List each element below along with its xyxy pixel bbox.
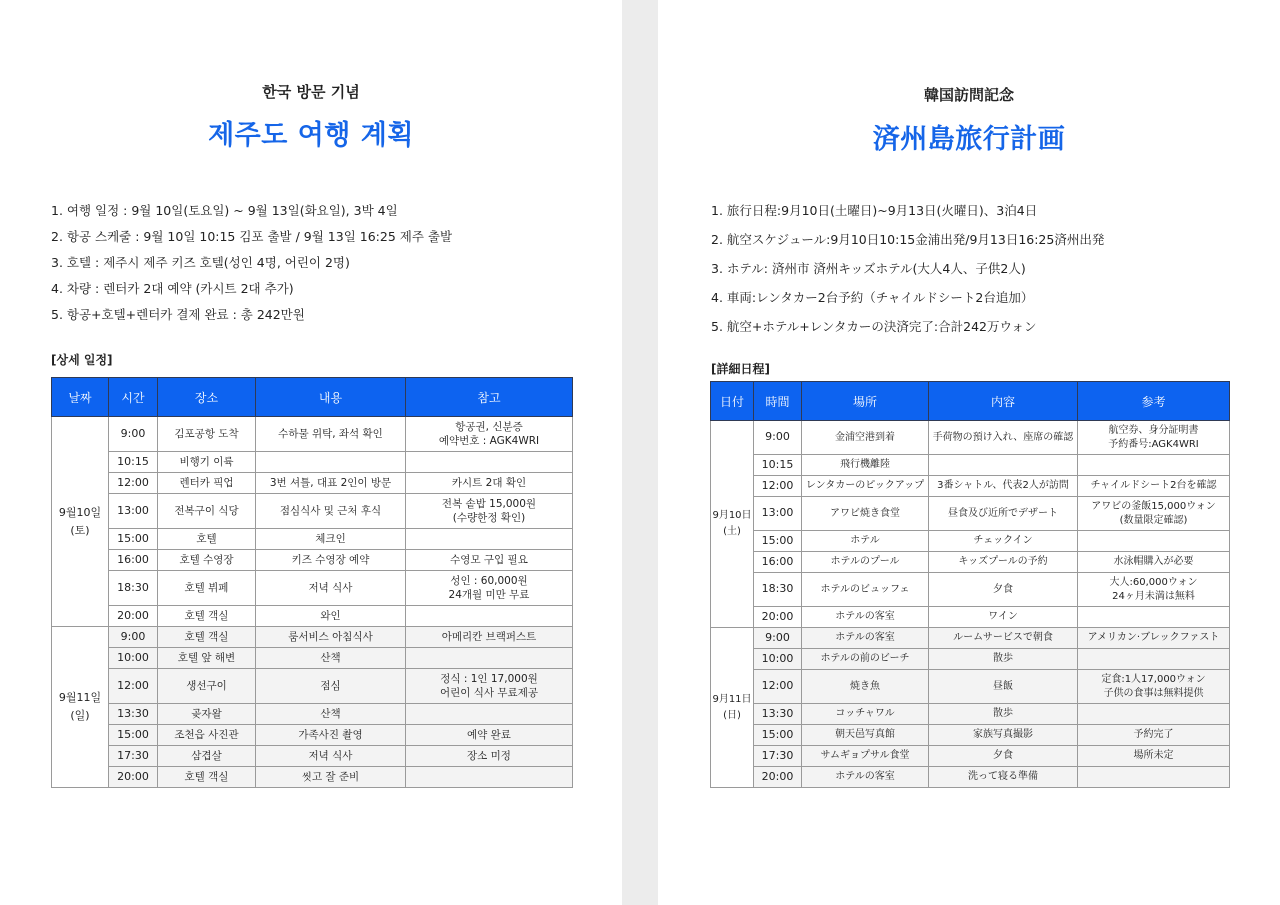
table-row bbox=[52, 417, 573, 452]
note-cell bbox=[1078, 497, 1230, 531]
note-cell bbox=[1078, 767, 1230, 788]
note-cell bbox=[1078, 552, 1230, 573]
note-cell bbox=[406, 767, 573, 788]
content-cell: 가족사진 촬영 bbox=[256, 725, 406, 746]
place-cell: 조천읍 사진관 bbox=[158, 725, 256, 746]
column-header: 내용 bbox=[256, 378, 406, 417]
content-cell: 점심 bbox=[256, 669, 406, 704]
content-cell: 家族写真撮影 bbox=[929, 725, 1078, 746]
content-cell: 洗って寝る準備 bbox=[929, 767, 1078, 788]
table-row bbox=[52, 606, 573, 627]
table-row bbox=[711, 476, 1230, 497]
place-cell: アワビ焼き食堂 bbox=[802, 497, 929, 531]
table-row bbox=[52, 627, 573, 648]
note-cell bbox=[1078, 531, 1230, 552]
section-label: [상세 일정] bbox=[51, 353, 113, 367]
date-label: (土) bbox=[723, 526, 741, 537]
note-cell bbox=[1078, 670, 1230, 704]
header-row bbox=[711, 382, 1230, 421]
note-line: 성인 : 60,000원 bbox=[450, 574, 528, 587]
place-cell: 생선구이 bbox=[158, 669, 256, 704]
place-cell: 렌터카 픽업 bbox=[158, 473, 256, 494]
table-row bbox=[711, 573, 1230, 607]
note-line: 예약 완료 bbox=[467, 728, 511, 741]
table-row bbox=[52, 767, 573, 788]
note-line: 場所未定 bbox=[1133, 750, 1174, 762]
place-cell: 호텔 객실 bbox=[158, 627, 256, 648]
table-row bbox=[711, 649, 1230, 670]
time-cell: 12:00 bbox=[109, 473, 158, 494]
place-cell: 金浦空港到着 bbox=[802, 421, 929, 455]
section-label: [詳細日程] bbox=[711, 362, 770, 376]
date-label: 9月11日 bbox=[712, 693, 752, 705]
time-cell: 13:00 bbox=[754, 497, 802, 531]
note-cell bbox=[406, 606, 573, 627]
note-cell bbox=[406, 550, 573, 571]
table-row bbox=[52, 473, 573, 494]
content-cell: 手荷物の預け入れ、座席の確認 bbox=[929, 421, 1078, 455]
place-cell: ホテルのビュッフェ bbox=[802, 573, 929, 607]
place-cell: 焼き魚 bbox=[802, 670, 929, 704]
summary-item: 4. 車両:レンタカー2台予約（チャイルドシート2台追加） bbox=[711, 290, 1034, 305]
time-cell: 9:00 bbox=[754, 628, 802, 649]
trip-summary-list bbox=[711, 201, 1104, 346]
time-cell: 15:00 bbox=[754, 725, 802, 746]
content-cell: ルームサービスで朝食 bbox=[929, 628, 1078, 649]
table-body bbox=[52, 417, 573, 788]
place-cell: 朝天邑写真館 bbox=[802, 725, 929, 746]
time-cell: 13:30 bbox=[754, 704, 802, 725]
place-cell: ホテルの前のビーチ bbox=[802, 649, 929, 670]
table-row bbox=[711, 628, 1230, 649]
time-cell: 10:15 bbox=[754, 455, 802, 476]
table-header bbox=[52, 378, 573, 417]
date-cell bbox=[711, 628, 754, 788]
place-cell: 비행기 이륙 bbox=[158, 452, 256, 473]
time-cell: 17:30 bbox=[109, 746, 158, 767]
content-cell: 체크인 bbox=[256, 529, 406, 550]
table-row bbox=[711, 497, 1230, 531]
place-cell: 삼겹살 bbox=[158, 746, 256, 767]
table-row bbox=[711, 670, 1230, 704]
note-line: アワビの釜飯15,000ウォン bbox=[1091, 501, 1216, 512]
japanese-document-page bbox=[658, 0, 1280, 905]
place-cell: サムギョプサル食堂 bbox=[802, 746, 929, 767]
time-cell: 20:00 bbox=[109, 767, 158, 788]
note-line: 장소 미정 bbox=[467, 749, 511, 762]
note-line: 予約完了 bbox=[1133, 729, 1174, 741]
table-row bbox=[711, 552, 1230, 573]
table-row bbox=[52, 669, 573, 704]
column-header: 時間 bbox=[754, 382, 802, 421]
table-row bbox=[52, 550, 573, 571]
date-label: (일) bbox=[70, 709, 90, 722]
content-cell: 3番シャトル、代表2人が訪問 bbox=[929, 476, 1078, 497]
note-line: 子供の食事は無料提供 bbox=[1103, 687, 1204, 699]
column-header: 날짜 bbox=[52, 378, 109, 417]
content-cell: 수하물 위탁, 좌석 확인 bbox=[256, 417, 406, 452]
summary-item: 2. 航空スケジュール:9月10日10:15金浦出発/9月13日16:25済州出発 bbox=[711, 232, 1105, 247]
time-cell: 12:00 bbox=[754, 476, 802, 497]
time-cell: 15:00 bbox=[109, 725, 158, 746]
table-row bbox=[52, 648, 573, 669]
note-cell bbox=[406, 494, 573, 529]
place-cell: 호텔 bbox=[158, 529, 256, 550]
date-label: 9월10일 bbox=[58, 505, 102, 519]
time-cell: 9:00 bbox=[754, 421, 802, 455]
date-cell bbox=[711, 421, 754, 628]
note-cell bbox=[1078, 649, 1230, 670]
table-row bbox=[52, 571, 573, 606]
note-cell bbox=[1078, 704, 1230, 725]
time-cell: 16:00 bbox=[109, 550, 158, 571]
summary-item: 1. 旅行日程:9月10日(土曜日)~9月13日(火曜日)、3泊4日 bbox=[711, 203, 1038, 218]
place-cell: 호텔 수영장 bbox=[158, 550, 256, 571]
korean-document-page bbox=[0, 0, 622, 905]
place-cell: コッチャワル bbox=[802, 704, 929, 725]
note-cell bbox=[1078, 455, 1230, 476]
place-cell: 飛行機離陸 bbox=[802, 455, 929, 476]
content-cell: 와인 bbox=[256, 606, 406, 627]
content-cell: ワイン bbox=[929, 607, 1078, 628]
table-row bbox=[52, 452, 573, 473]
table-row bbox=[711, 607, 1230, 628]
content-cell: 산책 bbox=[256, 648, 406, 669]
trip-summary-list bbox=[51, 201, 452, 331]
time-cell: 13:00 bbox=[109, 494, 158, 529]
note-cell bbox=[1078, 628, 1230, 649]
note-cell bbox=[406, 669, 573, 704]
time-cell: 15:00 bbox=[754, 531, 802, 552]
table-row bbox=[52, 746, 573, 767]
document-subtitle: 한국 방문 기념 bbox=[262, 83, 360, 101]
document-title: 済州島旅行計画 bbox=[872, 124, 1066, 155]
table-row bbox=[711, 746, 1230, 767]
table-row bbox=[52, 529, 573, 550]
place-cell: 호텔 앞 해변 bbox=[158, 648, 256, 669]
note-cell bbox=[406, 452, 573, 473]
content-cell: 散歩 bbox=[929, 704, 1078, 725]
table-row bbox=[711, 455, 1230, 476]
note-line: 정식 : 1인 17,000원 bbox=[440, 672, 538, 685]
note-line: (数量限定確認) bbox=[1119, 514, 1188, 526]
note-cell bbox=[1078, 746, 1230, 767]
content-cell: 키즈 수영장 예약 bbox=[256, 550, 406, 571]
column-header: 참고 bbox=[406, 378, 573, 417]
content-cell: 룸서비스 아침식사 bbox=[256, 627, 406, 648]
time-cell: 17:30 bbox=[754, 746, 802, 767]
date-label: (토) bbox=[70, 523, 90, 537]
content-cell: キッズプールの予約 bbox=[929, 552, 1078, 573]
time-cell: 20:00 bbox=[754, 607, 802, 628]
note-line: 大人:60,000ウォン bbox=[1109, 577, 1198, 588]
table-row bbox=[52, 494, 573, 529]
note-line: 航空券、身分証明書 bbox=[1108, 425, 1199, 436]
summary-item: 5. 航空+ホテル+レンタカーの決済完了:合計242万ウォン bbox=[711, 319, 1037, 334]
content-cell: 씻고 잘 준비 bbox=[256, 767, 406, 788]
time-cell: 10:00 bbox=[754, 649, 802, 670]
summary-item: 2. 항공 스케줄 : 9월 10일 10:15 김포 출발 / 9월 13일 16:25 제주 출발 bbox=[51, 229, 453, 244]
table-row bbox=[711, 531, 1230, 552]
content-cell: 저녁 식사 bbox=[256, 746, 406, 767]
place-cell: 호텔 뷔페 bbox=[158, 571, 256, 606]
column-header: 日付 bbox=[711, 382, 754, 421]
column-header: 場所 bbox=[802, 382, 929, 421]
note-line: 予約番号:AGK4WRI bbox=[1108, 438, 1199, 450]
note-line: 定食:1人17,000ウォン bbox=[1101, 674, 1206, 685]
date-label: 9月10日 bbox=[712, 510, 752, 521]
time-cell: 9:00 bbox=[109, 627, 158, 648]
content-cell: 점심식사 및 근처 후식 bbox=[256, 494, 406, 529]
place-cell: 호텔 객실 bbox=[158, 767, 256, 788]
time-cell: 12:00 bbox=[754, 670, 802, 704]
note-cell bbox=[406, 648, 573, 669]
place-cell: 전복구이 식당 bbox=[158, 494, 256, 529]
table-row bbox=[52, 704, 573, 725]
time-cell: 15:00 bbox=[109, 529, 158, 550]
content-cell bbox=[256, 452, 406, 473]
note-line: 수영모 구입 필요 bbox=[450, 553, 528, 566]
place-cell: ホテルの客室 bbox=[802, 628, 929, 649]
time-cell: 12:00 bbox=[109, 669, 158, 704]
table-row bbox=[52, 725, 573, 746]
column-header: 시간 bbox=[109, 378, 158, 417]
time-cell: 16:00 bbox=[754, 552, 802, 573]
note-line: 카시트 2대 확인 bbox=[451, 476, 527, 489]
content-cell: 昼食及び近所でデザート bbox=[929, 497, 1078, 531]
note-cell bbox=[406, 571, 573, 606]
note-cell bbox=[1078, 607, 1230, 628]
note-cell bbox=[406, 725, 573, 746]
note-cell bbox=[406, 627, 573, 648]
place-cell: ホテル bbox=[802, 531, 929, 552]
table-row bbox=[711, 725, 1230, 746]
place-cell: 호텔 객실 bbox=[158, 606, 256, 627]
table-body bbox=[711, 421, 1230, 788]
note-line: 水泳帽購入が必要 bbox=[1113, 556, 1194, 568]
note-line: チャイルドシート2台を確認 bbox=[1090, 480, 1217, 492]
content-cell: チェックイン bbox=[929, 531, 1078, 552]
note-line: 항공권, 신분증 bbox=[455, 420, 523, 433]
document-subtitle: 韓国訪問記念 bbox=[923, 86, 1014, 104]
summary-item: 1. 여행 일정 : 9월 10일(토요일) ~ 9월 13일(화요일), 3박 4일 bbox=[51, 203, 398, 218]
document-title: 제주도 여행 계획 bbox=[208, 120, 414, 151]
time-cell: 9:00 bbox=[109, 417, 158, 452]
time-cell: 13:30 bbox=[109, 704, 158, 725]
column-header: 内容 bbox=[929, 382, 1078, 421]
table-row bbox=[711, 767, 1230, 788]
place-cell: ホテルのプール bbox=[802, 552, 929, 573]
time-cell: 18:30 bbox=[754, 573, 802, 607]
summary-item: 3. ホテル: 済州市 済州キッズホテル(大人4人、子供2人) bbox=[711, 261, 1026, 276]
content-cell: 散歩 bbox=[929, 649, 1078, 670]
table-row bbox=[711, 421, 1230, 455]
content-cell: 3번 셔틀, 대표 2인이 방문 bbox=[256, 473, 406, 494]
time-cell: 20:00 bbox=[754, 767, 802, 788]
place-cell: ホテルの客室 bbox=[802, 607, 929, 628]
time-cell: 10:15 bbox=[109, 452, 158, 473]
summary-item: 3. 호텔 : 제주시 제주 키즈 호텔(성인 4명, 어린이 2명) bbox=[51, 255, 350, 270]
note-cell bbox=[1078, 573, 1230, 607]
note-line: 아메리칸 브랙퍼스트 bbox=[441, 630, 537, 643]
note-cell bbox=[1078, 725, 1230, 746]
date-cell bbox=[52, 417, 109, 627]
column-header: 장소 bbox=[158, 378, 256, 417]
content-cell: 昼飯 bbox=[929, 670, 1078, 704]
schedule-table bbox=[710, 381, 1230, 788]
header-row bbox=[52, 378, 573, 417]
content-cell: 저녁 식사 bbox=[256, 571, 406, 606]
note-cell bbox=[1078, 421, 1230, 455]
note-line: 어린이 식사 무료제공 bbox=[440, 687, 538, 699]
note-cell bbox=[406, 417, 573, 452]
place-cell: レンタカーのピックアップ bbox=[802, 476, 929, 497]
note-line: 전복 솥밥 15,000원 bbox=[441, 497, 537, 510]
summary-item: 5. 항공+호텔+렌터카 결제 완료 : 총 242만원 bbox=[51, 307, 305, 322]
note-cell bbox=[406, 704, 573, 725]
content-cell: 夕食 bbox=[929, 573, 1078, 607]
note-cell bbox=[406, 473, 573, 494]
content-cell bbox=[929, 455, 1078, 476]
note-cell bbox=[406, 746, 573, 767]
place-cell: ホテルの客室 bbox=[802, 767, 929, 788]
summary-item: 4. 차량 : 렌터카 2대 예약 (카시트 2대 추가) bbox=[51, 281, 294, 296]
date-label: 9월11일 bbox=[58, 691, 102, 705]
time-cell: 18:30 bbox=[109, 571, 158, 606]
place-cell: 곶자왈 bbox=[158, 704, 256, 725]
time-cell: 10:00 bbox=[109, 648, 158, 669]
date-cell bbox=[52, 627, 109, 788]
note-line: (수량한정 확인) bbox=[452, 512, 526, 524]
table-row bbox=[711, 704, 1230, 725]
column-header: 参考 bbox=[1078, 382, 1230, 421]
note-cell bbox=[1078, 476, 1230, 497]
note-line: アメリカン·ブレックファスト bbox=[1087, 632, 1220, 644]
time-cell: 20:00 bbox=[109, 606, 158, 627]
content-cell: 산책 bbox=[256, 704, 406, 725]
note-line: 예약번호 : AGK4WRI bbox=[438, 435, 540, 447]
content-cell: 夕食 bbox=[929, 746, 1078, 767]
place-cell: 김포공항 도착 bbox=[158, 417, 256, 452]
table-header bbox=[711, 382, 1230, 421]
note-line: 24개월 미만 무료 bbox=[448, 589, 530, 601]
schedule-table bbox=[51, 377, 573, 788]
note-cell bbox=[406, 529, 573, 550]
date-label: (日) bbox=[723, 709, 741, 721]
note-line: 24ヶ月未満は無料 bbox=[1112, 590, 1195, 602]
